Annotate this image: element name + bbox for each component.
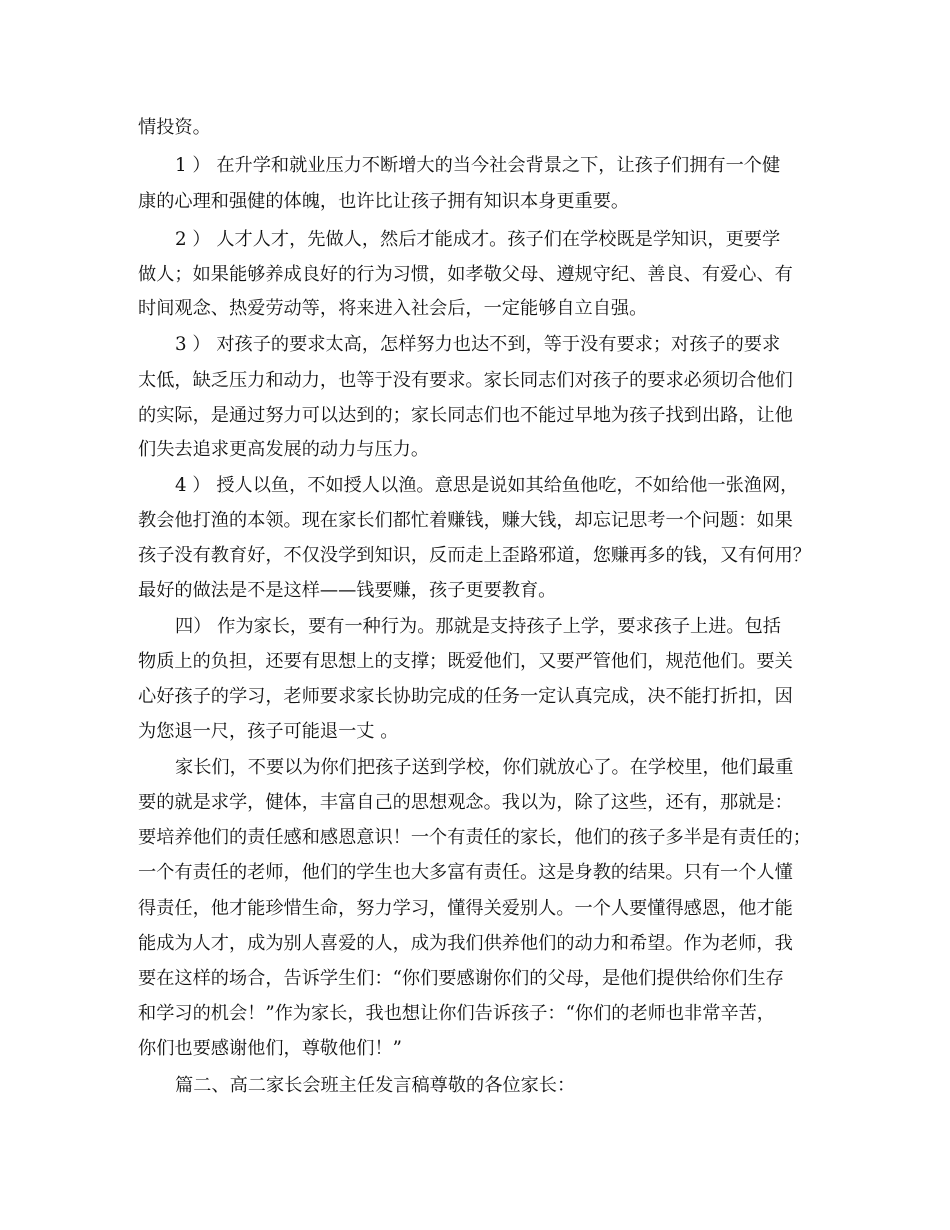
- text-line: 的实际，是通过努力可以达到的；家长同志们也不能过早地为孩子找到出路，让他: [138, 405, 793, 426]
- text-line: 情投资。: [138, 117, 211, 138]
- section-heading: 篇二、高二家长会班主任发言稿尊敬的各位家长：: [175, 1075, 576, 1096]
- text-line: 家长们，不要以为你们把孩子送到学校，你们就放心了。在学校里，他们最重: [175, 757, 794, 778]
- text-line: 一个有责任的老师，他们的学生也大多富有责任。这是身教的结果。只有一个人懂: [138, 862, 793, 883]
- text-line: 4 ） 授人以鱼，不如授人以渔。意思是说如其给鱼他吃，不如给他一张渔网，: [175, 475, 799, 496]
- text-line: 教会他打渔的本领。现在家长们都忙着赚钱，赚大钱，却忘记思考一个问题：如果: [138, 510, 793, 531]
- text-line: 3 ） 对孩子的要求太高，怎样努力也达不到，等于没有要求；对孩子的要求: [175, 334, 781, 355]
- text-line: 做人；如果能够养成良好的行为习惯，如孝敬父母、遵规守纪、善良、有爱心、有: [138, 264, 793, 285]
- text-line: 四） 作为家长，要有一种行为。那就是支持孩子上学，要求孩子上进。包括: [175, 616, 781, 637]
- text-line: 能成为人才，成为别人喜爱的人，成为我们供养他们的动力和希望。作为老师，我: [138, 933, 793, 954]
- text-line: 为您退一尺，孩子可能退一丈 。: [138, 721, 399, 742]
- text-line: 最好的做法是不是这样——钱要赚，孩子更要教育。: [138, 580, 557, 601]
- text-line: 1 ） 在升学和就业压力不断增大的当今社会背景之下，让孩子们拥有一个健: [175, 155, 781, 176]
- text-line: 康的心理和强健的体魄，也许比让孩子拥有知识本身更重要。: [138, 191, 630, 212]
- text-line: 们失去追求更高发展的动力与压力。: [138, 439, 430, 460]
- text-line: 得责任，他才能珍惜生命，努力学习，懂得关爱别人。一个人要懂得感恩，他才能: [138, 898, 793, 919]
- text-line: 要培养他们的责任感和感恩意识！一个有责任的家长，他们的孩子多半是有责任的；: [138, 827, 811, 848]
- text-line: 太低，缺乏压力和动力，也等于没有要求。家长同志们对孩子的要求必须切合他们: [138, 370, 793, 391]
- text-line: 要在这样的场合，告诉学生们：“你们要感谢你们的父母，是他们提供给你们生存: [138, 968, 784, 989]
- text-line: 时间观念、热爱劳动等，将来进入社会后，一定能够自立自强。: [138, 298, 648, 319]
- text-line: 要的就是求学，健体，丰富自己的思想观念。我以为，除了这些，还有，那就是：: [138, 792, 793, 813]
- text-line: 和学习的机会！”作为家长，我也想让你们告诉孩子：“你们的老师也非常辛苦，: [138, 1003, 775, 1024]
- text-line: 心好孩子的学习，老师要求家长协助完成的任务一定认真完成，决不能打折扣，因: [138, 686, 793, 707]
- text-line: 2 ） 人才人才，先做人，然后才能成才。孩子们在学校既是学知识，更要学: [175, 229, 781, 250]
- text-line: 你们也要感谢他们，尊敬他们！”: [138, 1038, 402, 1059]
- text-line: 物质上的负担，还要有思想上的支撑；既爱他们，又要严管他们，规范他们。要关: [138, 651, 793, 672]
- text-line: 孩子没有教育好，不仅没学到知识，反而走上歪路邪道，您赚再多的钱，又有何用？: [138, 545, 811, 566]
